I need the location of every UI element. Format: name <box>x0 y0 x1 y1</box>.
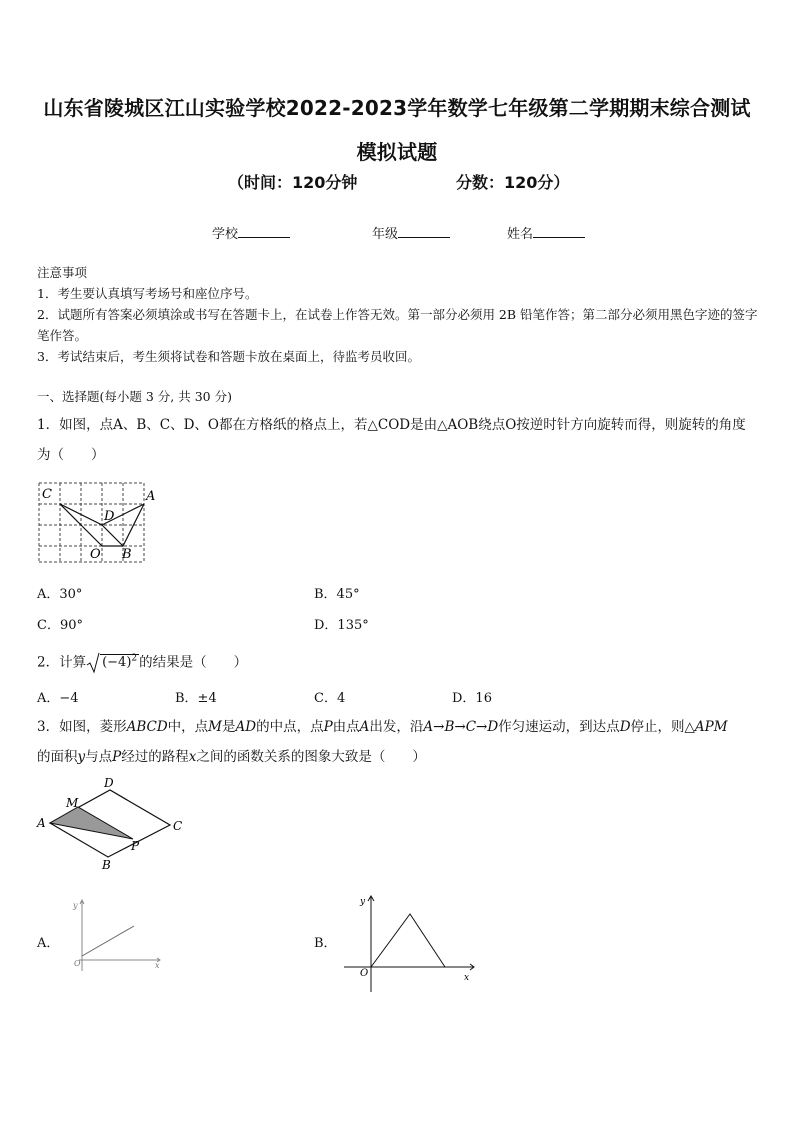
svg-text:O: O <box>74 959 81 968</box>
q1-option-c[interactable]: C．90° <box>37 618 83 633</box>
q1-option-a[interactable]: A．30° <box>37 587 83 602</box>
q2-option-d[interactable]: D．16 <box>452 691 492 706</box>
question-3-line-1: 3．如图，菱形ABCD中，点M是AD的中点，点P由点A出发，沿A→B→C→D作匀速运动，到达点D停止，则△APM <box>37 719 728 735</box>
question-2-text: 2．计算 $(-4)^2$ 的结果是（ ） <box>37 644 757 678</box>
svg-text:O: O <box>360 968 369 979</box>
q1-option-d[interactable]: D．135° <box>314 618 369 633</box>
sqrt-icon <box>86 652 100 674</box>
q3-option-a[interactable]: A． <box>37 936 60 951</box>
q3-option-b[interactable]: B． <box>314 936 337 951</box>
q2-option-a[interactable]: A．−4 <box>37 691 79 706</box>
svg-text:x: x <box>155 961 160 970</box>
q3-option-b-graph <box>340 892 480 996</box>
note-item-3: 3．考试结束后，考生须将试卷和答题卡放在桌面上，待监考员收回。 <box>37 349 420 364</box>
exam-score: 分数：120分） <box>456 173 570 192</box>
q2-option-c[interactable]: C．4 <box>314 691 346 706</box>
note-item-2: 2．试题所有答案必须填涂或书写在答题卡上，在试卷上作答无效。第一部分必须用 2B 铅笔作答；第二部分必须用黑色字迹的签字笔作答。 <box>37 307 758 343</box>
exam-time: （时间：120分钟 <box>228 173 358 192</box>
name-label: 姓名 <box>507 227 534 242</box>
question-3-line-2: 的面积y与点P经过的路程x之间的函数关系的图象大致是（ ） <box>37 749 426 765</box>
label-a: A <box>37 816 46 830</box>
svg-text:y: y <box>360 897 366 907</box>
name-field <box>507 223 585 242</box>
question-1-text: 1．如图，点A、B、C、D、O都在方格纸的格点上，若△COD是由△AOB绕点O按逆时针方向旋转而得，则旋转的角度为（ ） <box>37 417 746 463</box>
grade-blank[interactable] <box>398 225 450 238</box>
q1-option-b[interactable]: B．45° <box>314 587 360 602</box>
name-blank[interactable] <box>533 225 585 238</box>
triangle-curve <box>371 914 445 967</box>
label-c: C <box>173 819 183 833</box>
label-c: C <box>42 487 52 502</box>
label-d: D <box>104 776 114 790</box>
school-label: 学校 <box>212 227 239 242</box>
section-heading: 一、选择题(每小题 3 分, 共 30 分) <box>37 389 232 404</box>
sqrt-expression: $(-4)^2$ <box>86 644 139 678</box>
label-p: P <box>131 839 140 853</box>
q1-grid-figure <box>34 478 164 568</box>
triangle-apm <box>50 807 133 839</box>
svg-text:x: x <box>464 973 470 983</box>
label-m: M <box>66 796 79 810</box>
label-d: D <box>104 509 115 524</box>
svg-text:y: y <box>73 901 78 910</box>
label-o: O <box>90 547 101 562</box>
linear-curve <box>82 926 134 956</box>
grade-label: 年级 <box>372 227 399 242</box>
notes-heading: 注意事项 <box>37 265 88 280</box>
document-title: 山东省陵城区江山实验学校2022-2023学年数学七年级第二学期期末综合测试模拟试题 <box>43 96 751 164</box>
q3-rhombus-figure <box>30 775 190 875</box>
school-blank[interactable] <box>238 225 290 238</box>
school-field <box>212 223 290 242</box>
note-item-1: 1．考生要认真填写考场号和座位序号。 <box>37 286 258 301</box>
label-a: A <box>146 489 156 504</box>
label-b: B <box>122 547 132 562</box>
q3-option-a-graph <box>64 896 164 976</box>
grade-field <box>372 223 450 242</box>
q2-option-b[interactable]: B．±4 <box>175 691 217 706</box>
label-b: B <box>102 858 111 872</box>
